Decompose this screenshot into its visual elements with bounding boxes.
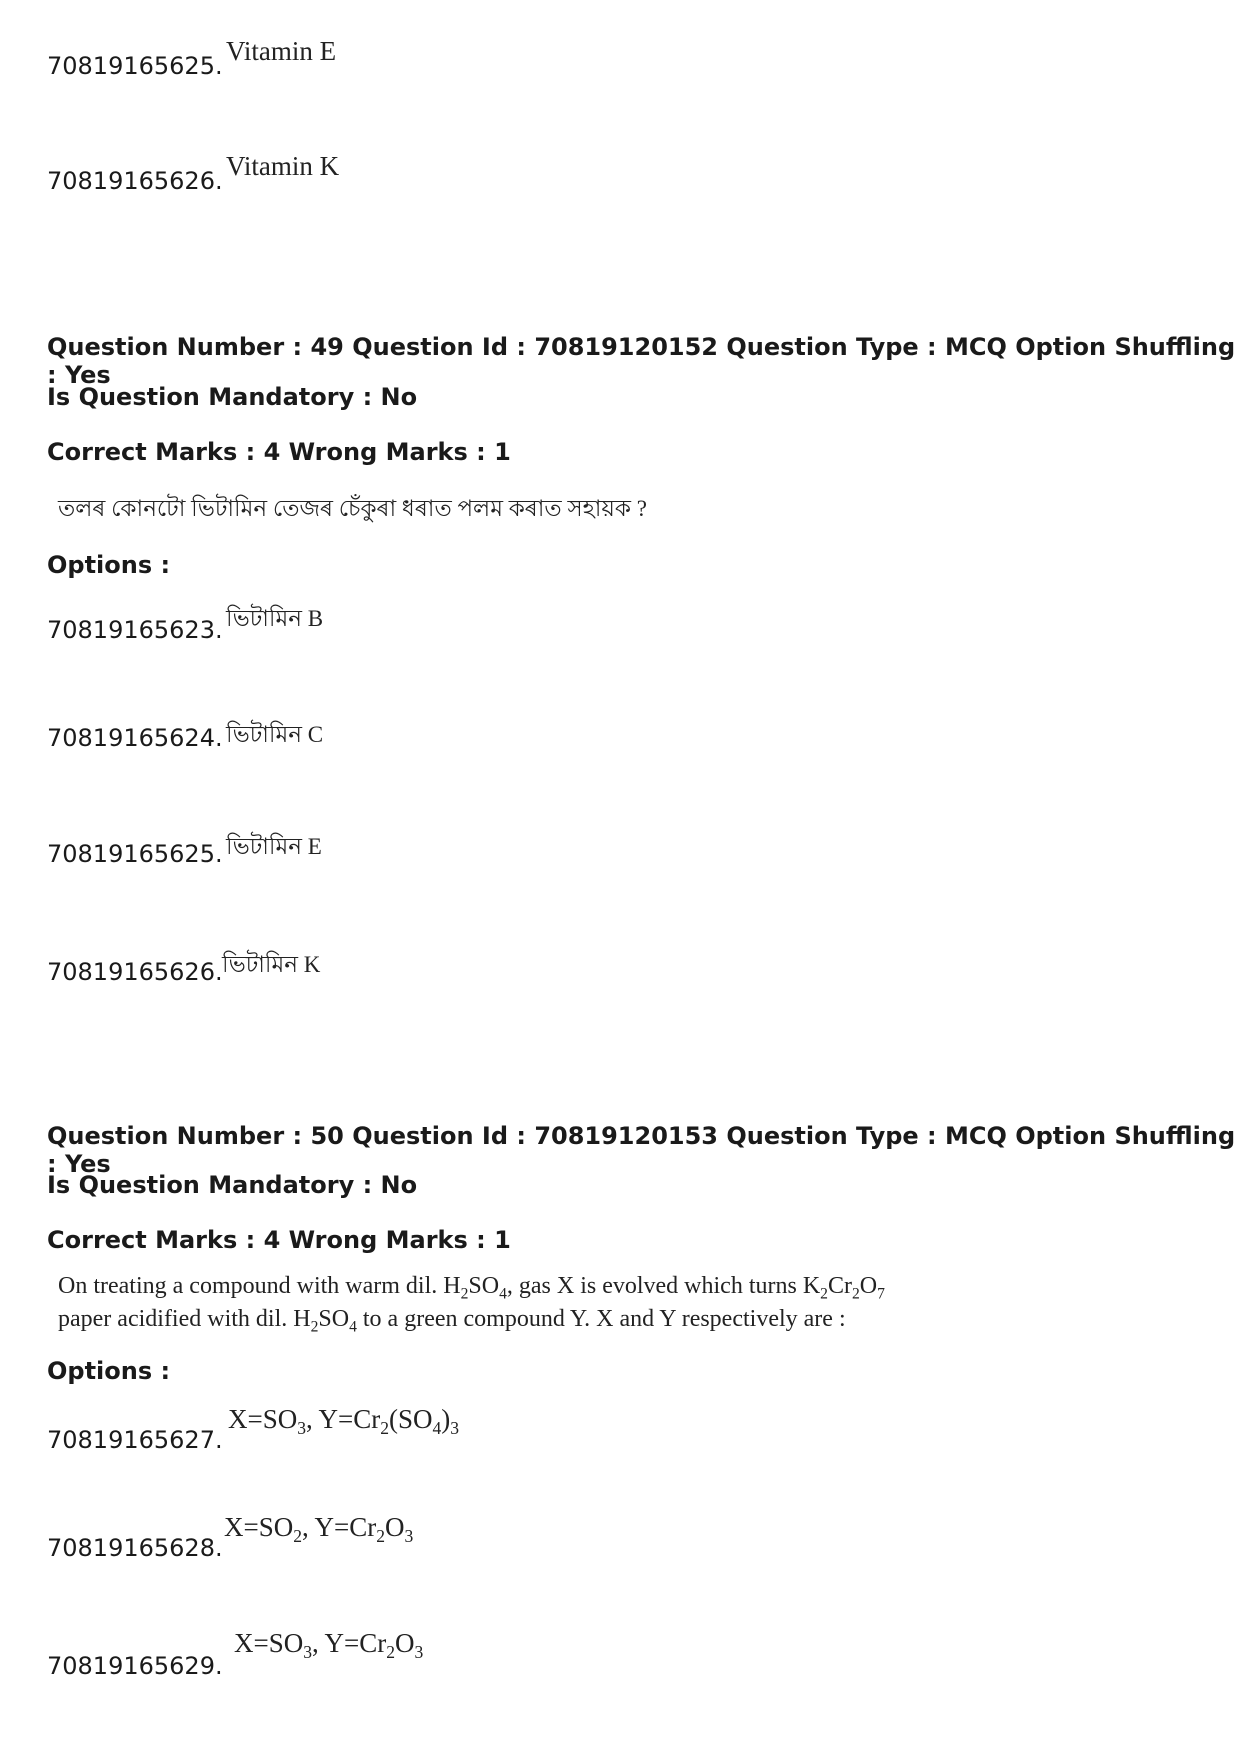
option-id: 70819165625.: [47, 840, 223, 868]
option-formula: $X=SO_2$, $Y=Cr_2O_3$: [224, 1512, 414, 1547]
option-text: Vitamin K: [226, 151, 340, 181]
option-text: ভিটামিন B: [226, 606, 324, 631]
option-id: 70819165628.: [47, 1534, 223, 1562]
question-50-mandatory: Is Question Mandatory : No: [47, 1171, 418, 1199]
question-50-header: Question Number : 50 Question Id : 70819120153 Question Type : MCQ Option Shuffling : Yes: [47, 1122, 1236, 1178]
option-text: Vitamin E: [226, 36, 337, 66]
question-49-options-label: Options :: [47, 551, 171, 579]
question-49-marks: Correct Marks : 4 Wrong Marks : 1: [47, 438, 511, 466]
question-50-line-2: paper acidified with dil. $H_2SO_4$ to a green compound Y. X and Y respectively are :: [58, 1306, 846, 1336]
option-id: 70819165627.: [47, 1426, 223, 1454]
question-49-text: তলৰ কোনটো ভিটামিন তেজৰ চেঁকুৰা ধৰাত পলম কৰাত সহায়ক ?: [58, 496, 647, 521]
option-formula: $X=SO_3$, $Y=Cr_2O_3$: [234, 1628, 424, 1663]
question-50-text: [58, 1270, 958, 1336]
question-49-header: Question Number : 49 Question Id : 70819120152 Question Type : MCQ Option Shuffling : Yes: [47, 333, 1236, 389]
option-formula: $X=SO_3$, $Y=Cr_2(SO_4)_3$: [228, 1404, 460, 1439]
option-text: ভিটামিন K: [222, 952, 321, 977]
option-id: 70819165624.: [47, 724, 223, 752]
option-id: 70819165629.: [47, 1652, 223, 1680]
question-50-line-1: On treating a compound with warm dil. $H_2SO_4$, gas X is evolved which turns $K_2Cr_2O_7$: [58, 1273, 885, 1303]
option-id: 70819165625.: [47, 52, 223, 80]
option-id: 70819165623.: [47, 616, 223, 644]
option-id: 70819165626.: [47, 167, 223, 195]
question-50-options-label: Options :: [47, 1357, 171, 1385]
option-text: ভিটামিন C: [226, 722, 324, 747]
option-id: 70819165626.: [47, 958, 223, 986]
option-text: ভিটামিন E: [226, 834, 322, 859]
question-49-mandatory: Is Question Mandatory : No: [47, 383, 418, 411]
question-50-marks: Correct Marks : 4 Wrong Marks : 1: [47, 1226, 511, 1254]
